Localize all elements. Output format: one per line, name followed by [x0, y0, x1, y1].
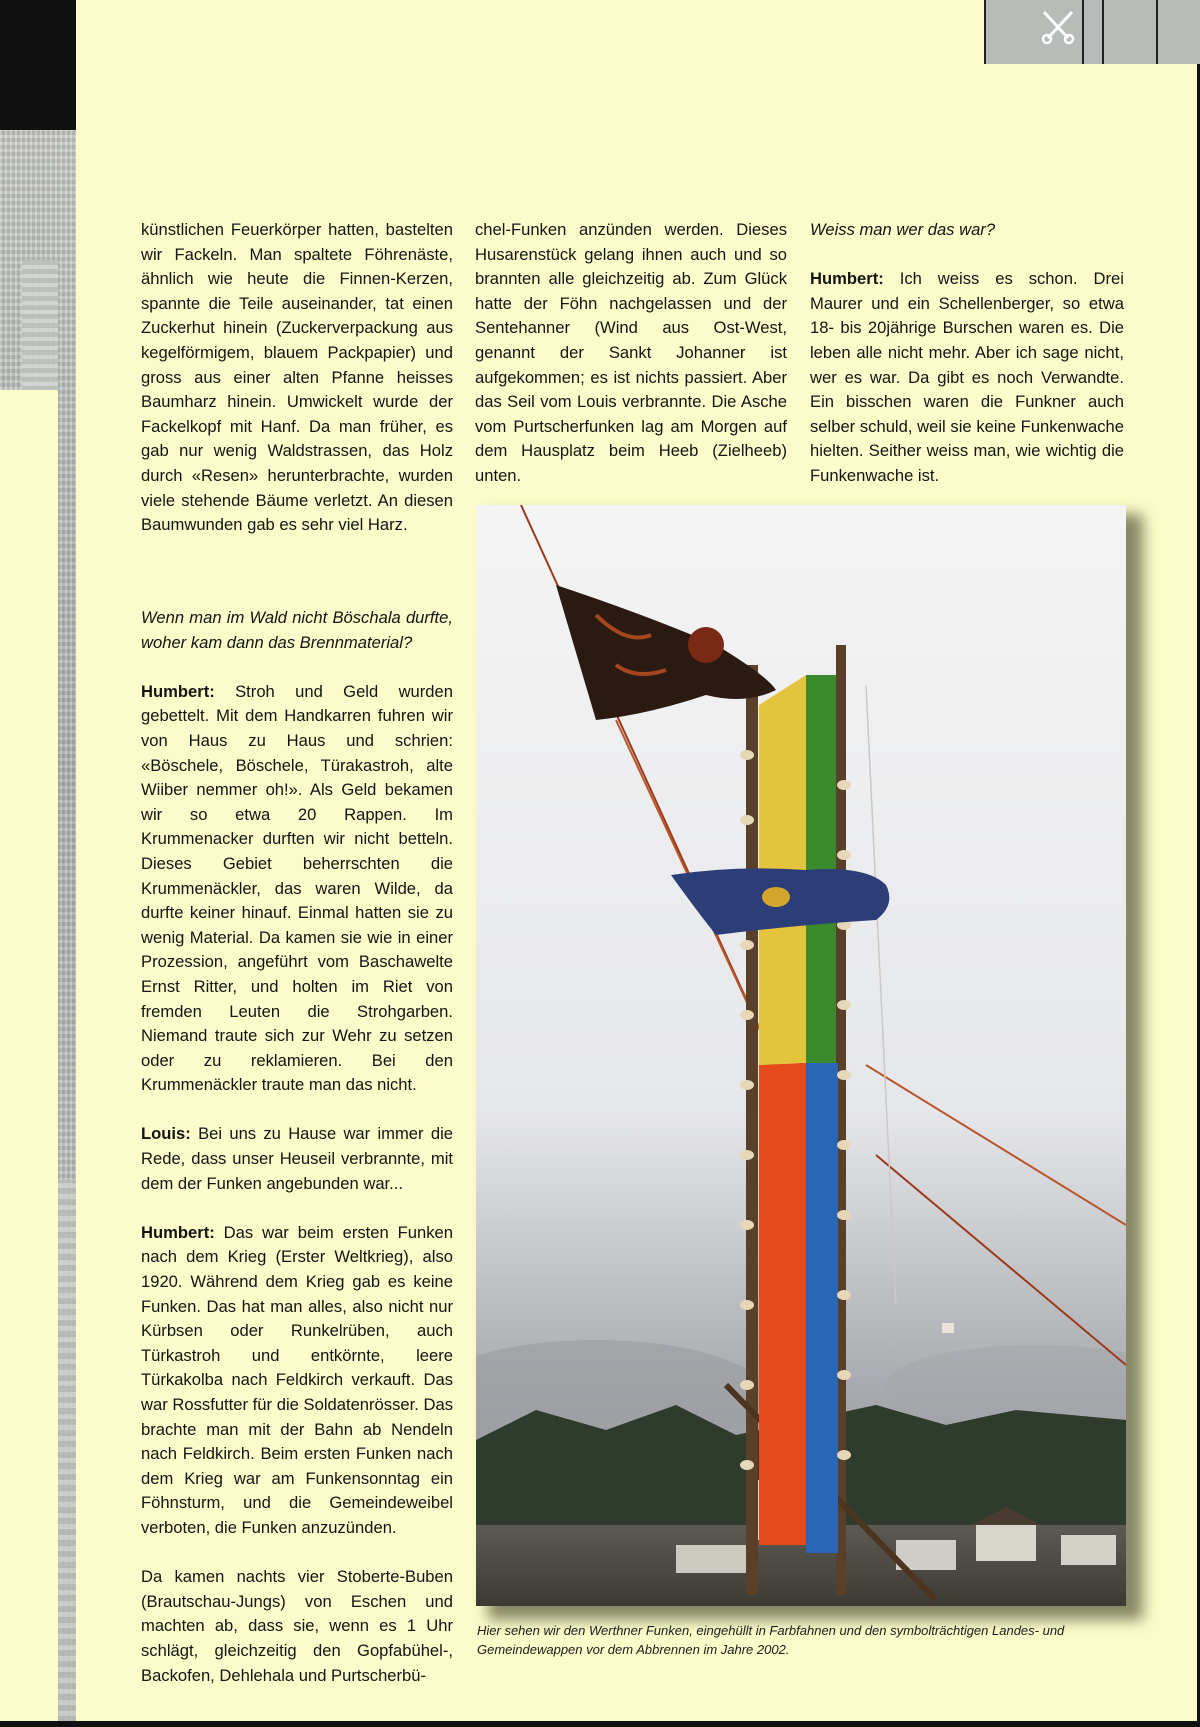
house [976, 1525, 1036, 1561]
column-1-top [141, 218, 453, 538]
speaker-name: Humbert: [810, 269, 884, 289]
column-2-paragraph: chel-Funken anzünden werden. Dieses Husarenstück gelang ihnen auch und so brannten alle gleichzeitig ab. Zum Glück hatte der Föhn nachgelassen und der Sentehanner (Wind aus Ost-West, genannt der Sankt Johanner ist aufgekommen; es ist nichts passiert. Aber das Seil vom Louis verbrannte. Die Asche vom Purtscherfunken lag am Morgen auf dem Hausplatz beim Heeb (Zielheeb) unten. [475, 220, 787, 485]
interview-answer [141, 1122, 453, 1196]
answer-text: Bei uns zu Hause war immer die Rede, dass unser Heuseil verbrannte, mit dem der Funken angebunden war... [141, 1124, 453, 1193]
photo-caption: Hier sehen wir den Werthner Funken, eingehüllt in Farbfahnen und den symbolträchtigen Landes- und Gemeindewappen vor dem Abbrennen im Jahre 2002. [477, 1623, 1065, 1657]
speaker-name: Humbert: [141, 1222, 215, 1242]
corner-tab-divider [1156, 0, 1158, 64]
interview-question: Wenn man im Wald nicht Böschala durfte, woher kam dann das Brennmaterial? [141, 608, 453, 652]
interview-answer [141, 680, 453, 1098]
left-yellow-block [0, 390, 58, 1727]
column-3 [810, 218, 1124, 489]
corner-tab [984, 0, 1200, 64]
column-2 [475, 218, 787, 489]
flag-knot [688, 627, 724, 663]
corner-tab-divider [1082, 0, 1084, 64]
funken-photo-illustration [476, 505, 1126, 1606]
cable-car [942, 1323, 954, 1333]
answer-text: Das war beim ersten Funken nach dem Krieg (Erster Weltkrieg), also 1920. Während dem Krieg gab es keine Funken. Das hat man alles, also nicht nur Kürbsen oder Runkelrüben, auch Türkastroh und entkörnte, leere Türkakolba nach Feldkirch verkauft. Das war Rossfutter für die Soldatenrösser. Das brachte man mit der Bahn ab Nendeln nach Feldkirch. Beim ersten Funken nach dem Krieg war am Funkensonntag ein Föhnsturm, und die Gemeindeweibel verboten, die Funken anzuzünden. [141, 1222, 453, 1537]
crossed-keys-icon [1038, 6, 1078, 46]
pole [746, 665, 758, 1595]
interview-answer [810, 267, 1124, 488]
bottom-edge-line [0, 1721, 1200, 1727]
interview-question: Weiss man wer das war? [810, 220, 996, 239]
speaker-name: Humbert: [141, 681, 215, 701]
top-left-black-band [0, 0, 76, 130]
funken-photo [476, 505, 1126, 1606]
speaker-name: Louis: [141, 1124, 191, 1144]
house [676, 1545, 746, 1573]
red-banner [759, 1063, 806, 1545]
interview-answer [141, 1221, 453, 1541]
closing-paragraph: Da kamen nachts vier Stoberte-Buben (Brautschau-Jungs) von Eschen und machten ab, dass sie, wenn es 1 Uhr schlägt, gleichzeitig den Gopfabühel-, Backofen, Dehlehala und Purtscherbü- [141, 1567, 453, 1685]
house [1061, 1535, 1116, 1565]
corner-tab-divider [1102, 0, 1104, 64]
flag-crest [762, 887, 790, 907]
answer-text: Ich weiss es schon. Drei Maurer und ein Schellenberger, so etwa 18- bis 20jährige Burschen waren es. Die leben alle nicht mehr. Aber ich sage nicht, wer es war. Da gibt es noch Verwandte. Ein bisschen waren die Funkner auch selber schuld, weil sie keine Funkenwache hielten. Seither weiss man, wie wichtig die Funkenwache ist. [810, 269, 1124, 485]
answer-text: Stroh und Geld wurden gebettelt. Mit dem Handkarren fuhren wir von Haus zu Haus und schrien: «Böschele, Böschele, Türakastroh, alte Wiiber nemmer oh!». Als Geld bekamen wir so etwa 20 Rappen. Im Krummenacker durften wir nicht betteln. Dieses Gebiet beherrschten die Krummenäckler, das waren Wilde, da durfte keiner hinauf. Einmal hatten sie zu wenig Material. Da kamen sie wie in einer Prozession, angeführt vom Baschawelte Ernst Ritter, und holten im Riet von fremden Leuten die Strohgarben. Niemand traute sich zur Wehr zu setzen oder zu reklamieren. Bei den Krummenäckler traute man das nicht. [141, 681, 453, 1095]
column-1-top-paragraph: künstlichen Feuerkörper hatten, bastelten wir Fackeln. Man spaltete Föhrenäste, ähnlich wie heute die Finnen-Kerzen, spannte die Teile auseinander, tat einen Zuckerhut hinein (Zuckerverpackung aus kegelförmigem, blauem Packpapier) und gross aus einer alten Pfanne heisses Baumharz hinein. Umwickelt wurde der Fackelkopf mit Hanf. Da man früher, es gab nur wenig Waldstrassen, das Holz durch «Resen» herunterbrachte, wurden viele stehende Bäume verletzt. An diesen Baumwunden gab es sehr viel Harz. [141, 220, 453, 535]
blue-banner [806, 1063, 838, 1553]
column-1-lower [141, 606, 453, 1688]
